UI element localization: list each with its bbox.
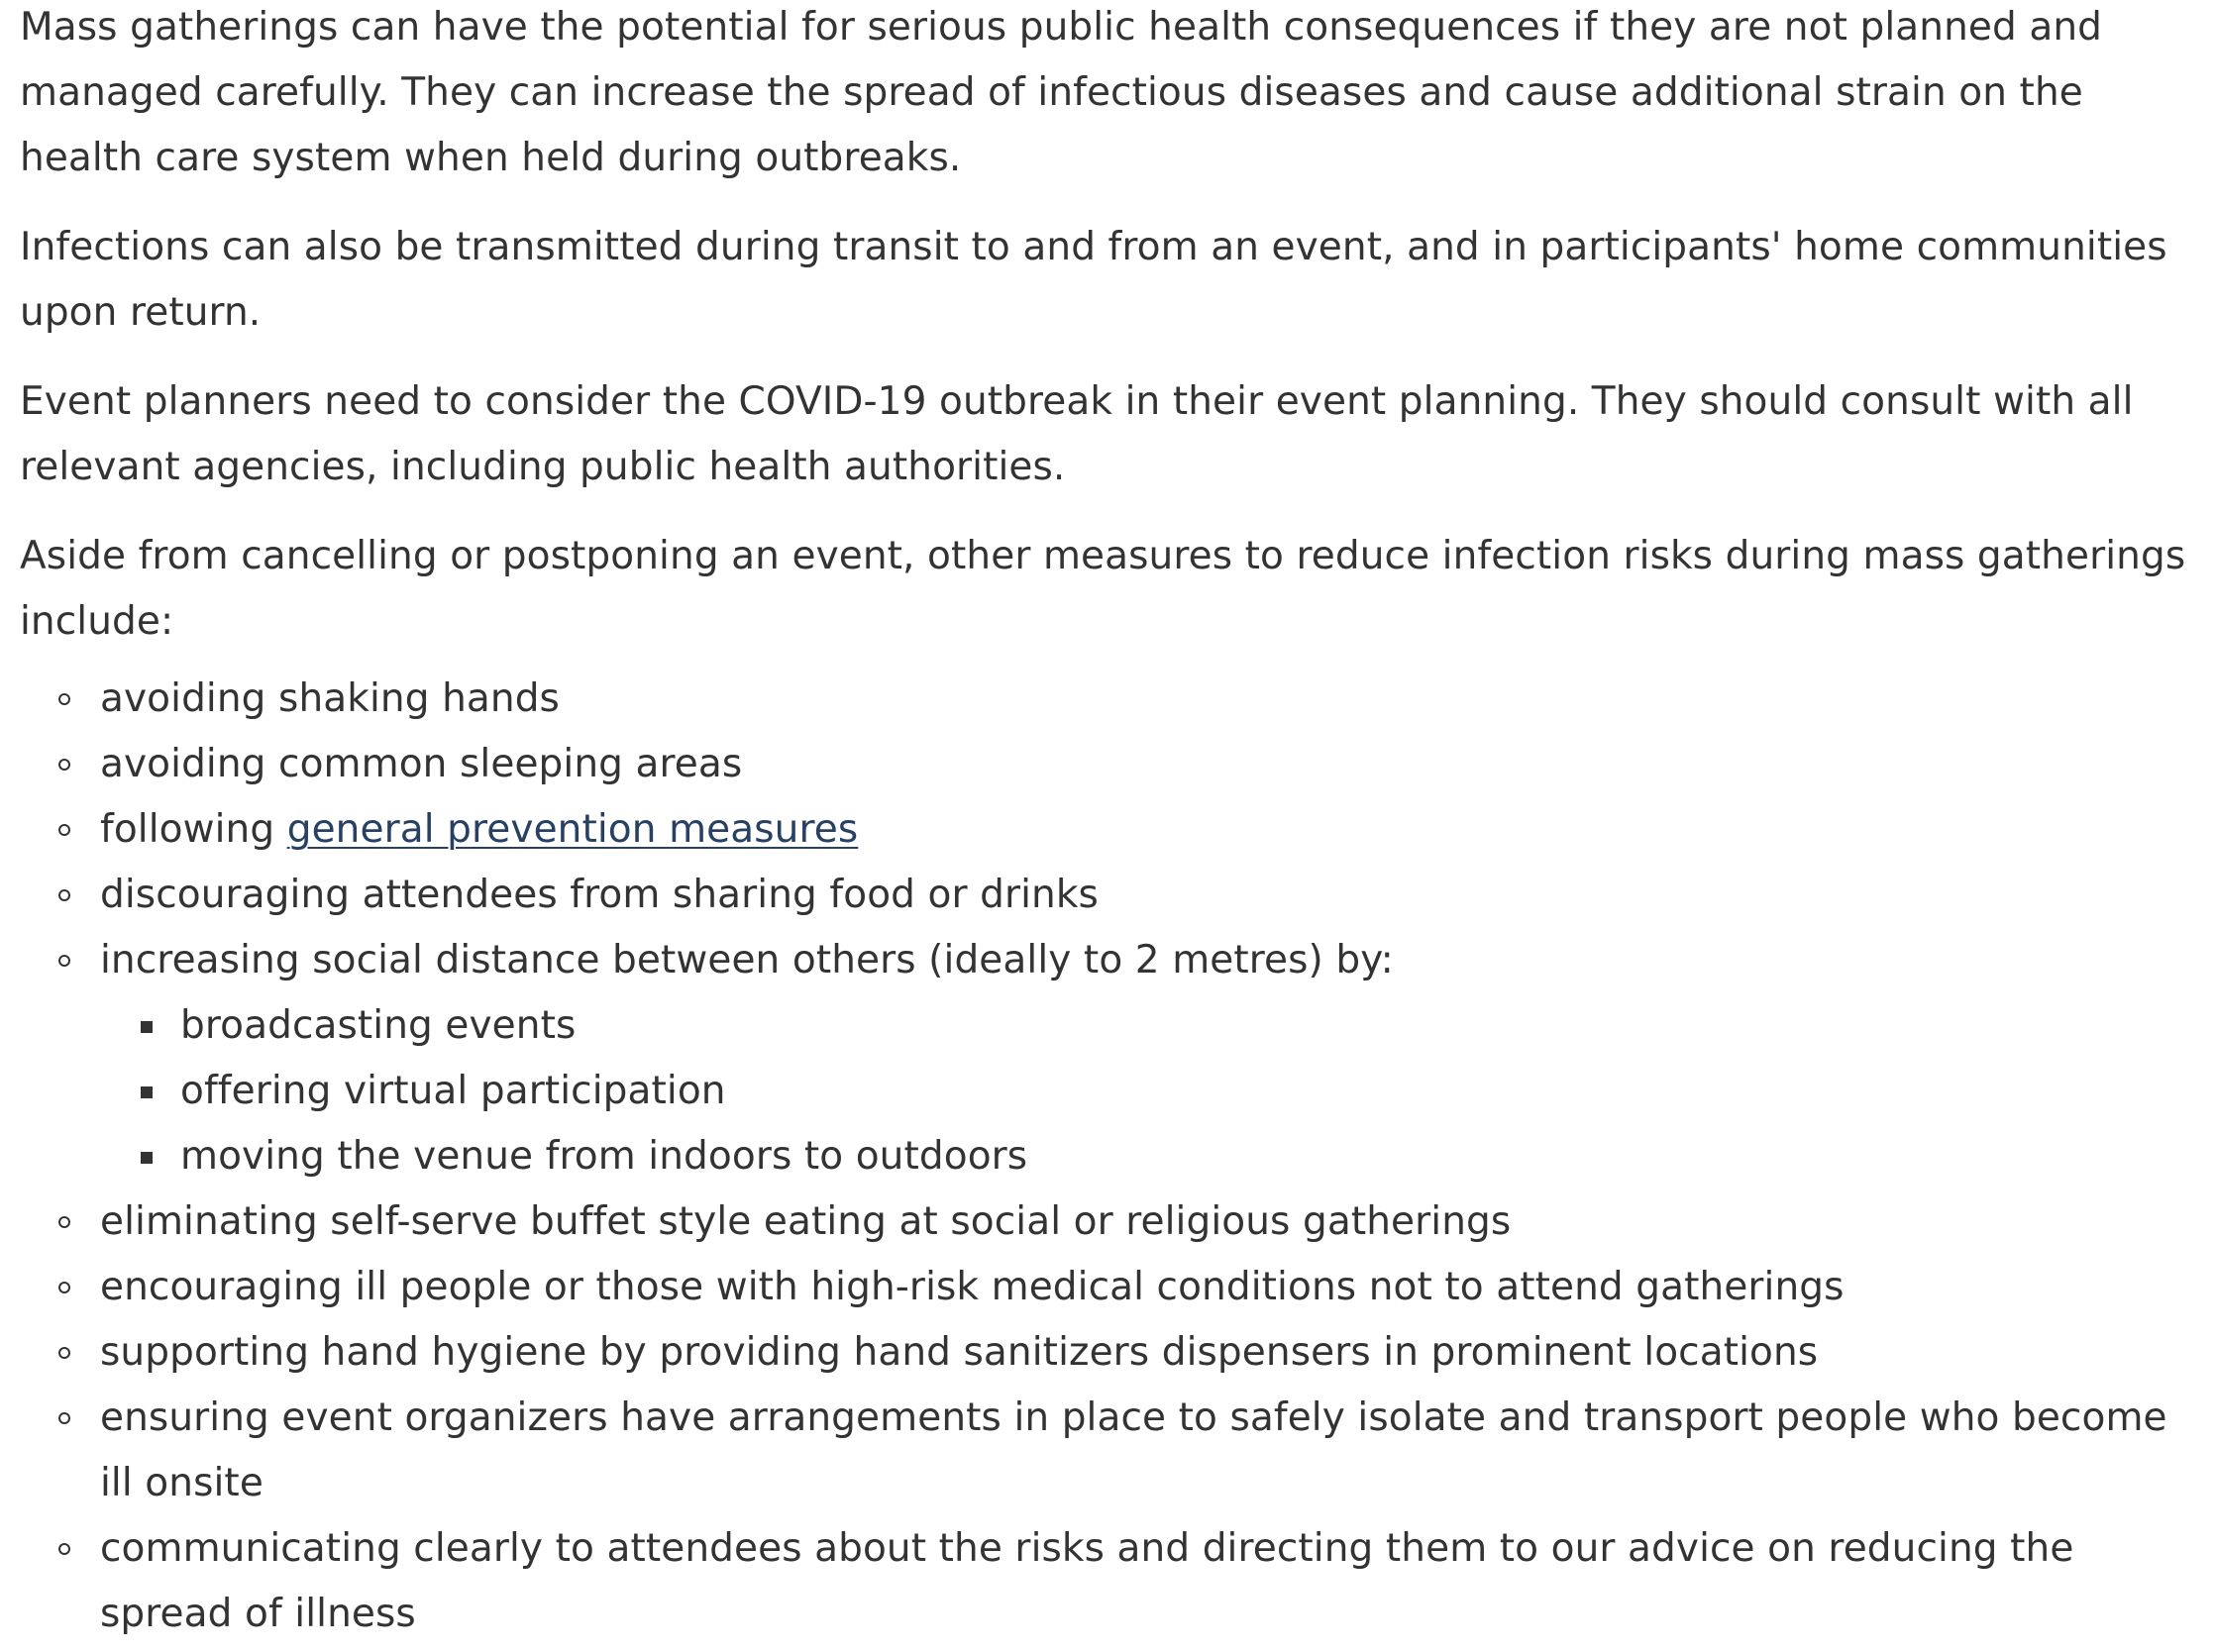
list-item <box>100 1320 2199 1386</box>
list-item <box>100 863 2199 928</box>
circle-bullet-icon <box>58 1543 70 1555</box>
list-item <box>100 1189 2199 1255</box>
list-item-text: ensuring event organizers have arrangements in place to safely isolate and transport people who become ill onsite <box>100 1395 2167 1505</box>
general-prevention-measures-link[interactable]: general prevention measures <box>286 807 859 852</box>
circle-bullet-icon <box>58 693 70 705</box>
sublist-item-text: offering virtual participation <box>180 1069 726 1113</box>
list-item-text: eliminating self-serve buffet style eating at social or religious gatherings <box>100 1199 1512 1244</box>
list-item-text: increasing social distance between others (ideally to 2 metres) by: <box>100 938 1394 982</box>
measures-list <box>20 667 2199 1647</box>
list-item <box>100 1386 2199 1516</box>
circle-bullet-icon <box>58 1282 70 1293</box>
square-bullet-icon <box>141 1086 153 1098</box>
circle-bullet-icon <box>58 1216 70 1228</box>
list-item-text: discouraging attendees from sharing food or drinks <box>100 873 1099 917</box>
paragraph-measures-intro: Aside from cancelling or postponing an event, other measures to reduce infection risks during mass gatherings include: <box>20 534 2186 644</box>
list-item <box>100 732 2199 797</box>
circle-bullet-icon <box>58 1347 70 1359</box>
sublist-item-text: broadcasting events <box>180 1003 577 1048</box>
sublist-item <box>180 1124 2199 1189</box>
paragraph-transmission: Infections can also be transmitted during transit to and from an event, and in participants' home communities upon return. <box>20 225 2167 335</box>
square-bullet-icon <box>141 1021 153 1033</box>
square-bullet-icon <box>141 1152 153 1164</box>
list-item <box>100 928 2199 1189</box>
list-item <box>100 1516 2199 1647</box>
article-body <box>20 0 2199 1647</box>
paragraph-event-planners: Event planners need to consider the COVID-19 outbreak in their event planning. They should consult with all relevant agencies, including public health authorities. <box>20 379 2134 489</box>
list-item-text: communicating clearly to attendees about the risks and directing them to our advice on reducing the spread of illness <box>100 1526 2074 1636</box>
measures-list-wrapper <box>20 667 2199 1647</box>
circle-bullet-icon <box>58 824 70 836</box>
circle-bullet-icon <box>58 1412 70 1424</box>
list-item <box>100 1255 2199 1320</box>
list-item-text: encouraging ill people or those with high-risk medical conditions not to attend gatherings <box>100 1265 1845 1309</box>
circle-bullet-icon <box>58 955 70 967</box>
sublist-item <box>180 1059 2199 1124</box>
list-item-text: avoiding common sleeping areas <box>100 742 743 786</box>
list-item <box>100 797 2199 863</box>
list-item-text: following <box>100 807 287 852</box>
sublist-item <box>180 993 2199 1059</box>
list-item <box>100 667 2199 732</box>
list-item-text: avoiding shaking hands <box>100 676 560 721</box>
circle-bullet-icon <box>58 759 70 771</box>
paragraph-mass-gatherings: Mass gatherings can have the potential for serious public health consequences if they are not planned and managed carefully. They can increase the spread of infectious diseases and cause additional strain on the health care system when held during outbreaks. <box>20 5 2103 180</box>
circle-bullet-icon <box>58 889 70 901</box>
list-item-text: supporting hand hygiene by providing hand sanitizers dispensers in prominent locations <box>100 1330 1819 1375</box>
sublist-item-text: moving the venue from indoors to outdoors <box>180 1134 1028 1179</box>
social-distance-sublist <box>100 993 2199 1189</box>
